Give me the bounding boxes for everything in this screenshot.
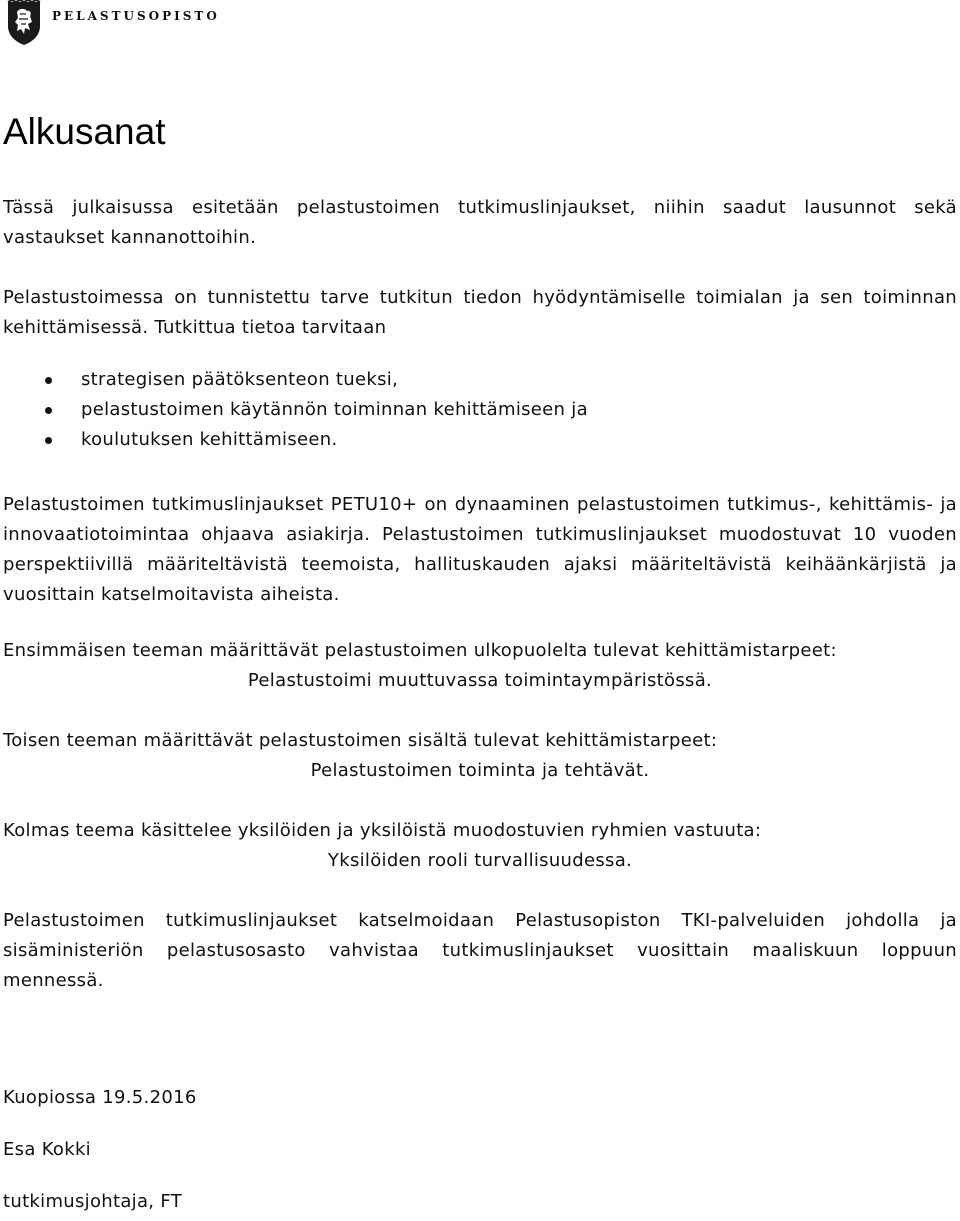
review-paragraph: Pelastustoimen tutkimuslinjaukset katselmoidaan Pelastusopiston TKI-palveluiden johdolla ja sisäministeriön pelastusosasto vahvistaa tutkimuslinjaukset vuosittain maaliskuun loppuun mennessä. <box>3 910 957 991</box>
petu-paragraph: Pelastustoimen tutkimuslinjaukset PETU10+ on dynaaminen pelastustoimen tutkimus-, kehittämis- ja innovaatiotoimintaa ohjaava asiakirja. Pelastustoimen tutkimuslinjaukset muodostuvat 10 vuoden perspektiivillä määriteltävistä teemoista, hallituskauden ajaksi määriteltävistä keihäänkärjistä ja vuosittain katselmoitavista aiheista. <box>3 494 957 605</box>
need-paragraph: Pelastustoimessa on tunnistettu tarve tutkitun tiedon hyödyntämiselle toimialan ja sen toiminnan kehittämisessä. Tutkittua tietoa tarvitaan <box>3 287 957 338</box>
list-item-text: strategisen päätöksenteon tueksi, <box>81 369 399 390</box>
place-date: Kuopiossa 19.5.2016 <box>3 1087 197 1108</box>
list-item <box>3 365 957 395</box>
theme2-title: Pelastustoimen toiminta ja tehtävät. <box>310 760 650 781</box>
theme3-intro: Kolmas teema käsittelee yksilöiden ja yksilöistä muodostuvien ryhmien vastuuta: <box>3 820 762 841</box>
signer-title: tutkimusjohtaja, FT <box>3 1191 182 1212</box>
bullet-icon <box>45 437 52 444</box>
intro-paragraph: Tässä julkaisussa esitetään pelastustoimen tutkimuslinjaukset, niihin saadut lausunnot sekä vastaukset kannanottoihin. <box>3 197 957 248</box>
theme2-intro: Toisen teeman määrittävät pelastustoimen sisältä tulevat kehittämistarpeet: <box>3 730 718 751</box>
bullet-icon <box>45 407 52 414</box>
org-name: PELASTUSOPISTO <box>52 9 220 23</box>
page-title: Alkusanat <box>3 111 166 152</box>
bullet-icon <box>45 377 52 384</box>
bullet-list <box>3 365 957 455</box>
list-item-text: pelastustoimen käytännön toiminnan kehittämiseen ja <box>81 399 588 420</box>
list-item <box>3 425 957 455</box>
signer-name: Esa Kokki <box>3 1139 91 1160</box>
list-item <box>3 395 957 425</box>
theme1-title: Pelastustoimi muuttuvassa toimintaympäristössä. <box>247 670 713 691</box>
theme3-title: Yksilöiden rooli turvallisuudessa. <box>327 850 633 871</box>
theme1-intro: Ensimmäisen teeman määrittävät pelastustoimen ulkopuolelta tulevat kehittämistarpeet: <box>3 640 837 661</box>
list-item-text: koulutuksen kehittämiseen. <box>81 429 338 450</box>
page-header <box>6 0 220 46</box>
document-body <box>3 108 957 1217</box>
coat-of-arms-icon <box>6 0 42 46</box>
